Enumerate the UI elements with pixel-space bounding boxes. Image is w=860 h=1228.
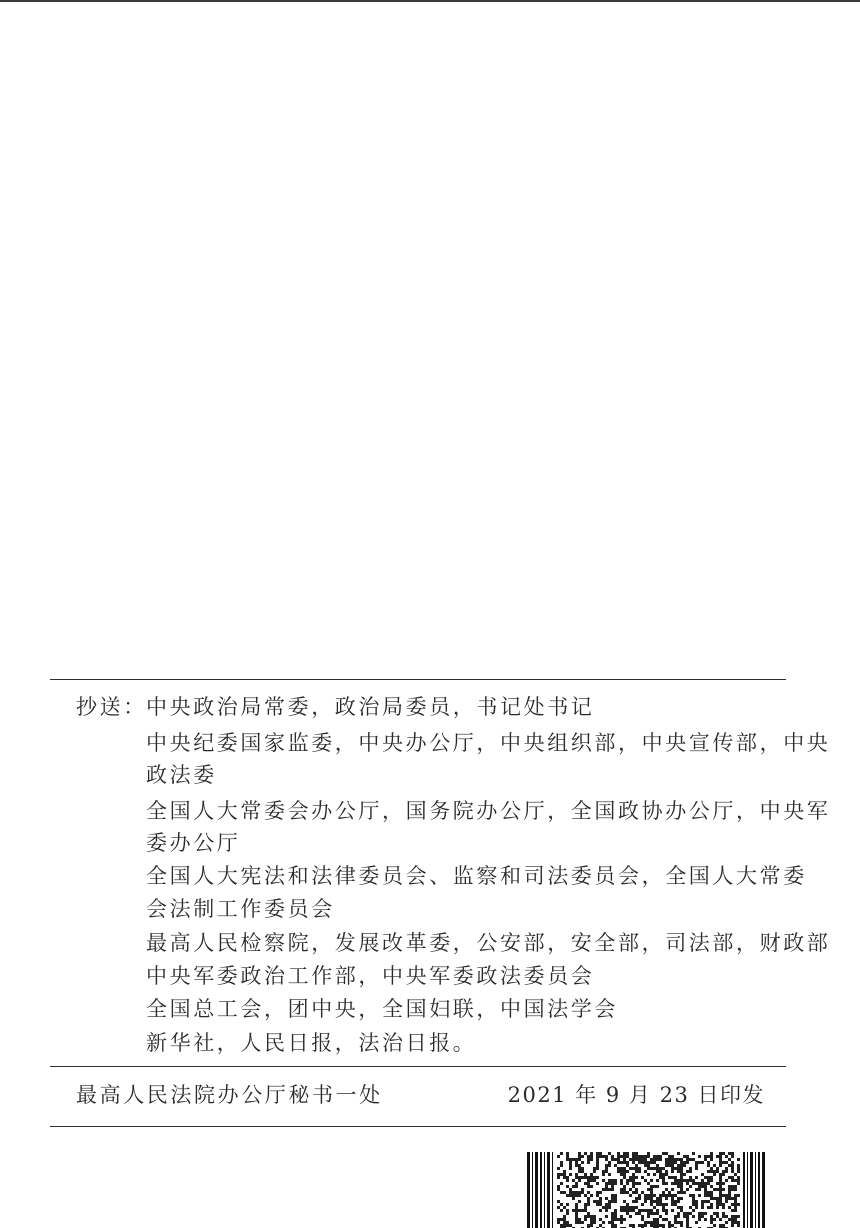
cc-line-11: 新华社，人民日报，法治日报。 bbox=[146, 1031, 477, 1055]
cc-top-rule bbox=[50, 679, 786, 680]
issue-date: 2021 年 9 月 23 日印发 bbox=[507, 1083, 765, 1107]
cc-line-2: 中央纪委国家监委，中央办公厅，中央组织部，中央宣传部，中央 bbox=[146, 731, 831, 755]
issuer-name: 最高人民法院办公厅秘书一处 bbox=[76, 1083, 383, 1107]
top-border-line bbox=[0, 0, 860, 2]
barcode-pattern bbox=[557, 1152, 740, 1228]
cc-line-4: 全国人大常委会办公厅，国务院办公厅，全国政协办公厅，中央军 bbox=[146, 799, 831, 823]
cc-label: 抄送： bbox=[76, 695, 147, 719]
cc-line-5: 委办公厅 bbox=[146, 831, 241, 855]
cc-line-3: 政法委 bbox=[146, 763, 217, 787]
cc-line-10: 全国总工会，团中央，全国妇联，中国法学会 bbox=[146, 997, 618, 1021]
cc-line-9: 中央军委政治工作部，中央军委政法委员会 bbox=[146, 964, 595, 988]
barcode-image bbox=[527, 1152, 765, 1228]
barcode-left-bars bbox=[527, 1152, 553, 1228]
footer-bottom-rule bbox=[50, 1126, 786, 1127]
cc-line-6: 全国人大宪法和法律委员会、监察和司法委员会，全国人大常委 bbox=[146, 864, 807, 888]
cc-bottom-rule bbox=[50, 1066, 786, 1067]
cc-line-8: 最高人民检察院，发展改革委，公安部，安全部，司法部，财政部 bbox=[146, 931, 831, 955]
cc-line-1: 中央政治局常委，政治局委员，书记处书记 bbox=[146, 695, 595, 719]
cc-line-7: 会法制工作委员会 bbox=[146, 897, 335, 921]
barcode-right-bars bbox=[743, 1152, 765, 1228]
